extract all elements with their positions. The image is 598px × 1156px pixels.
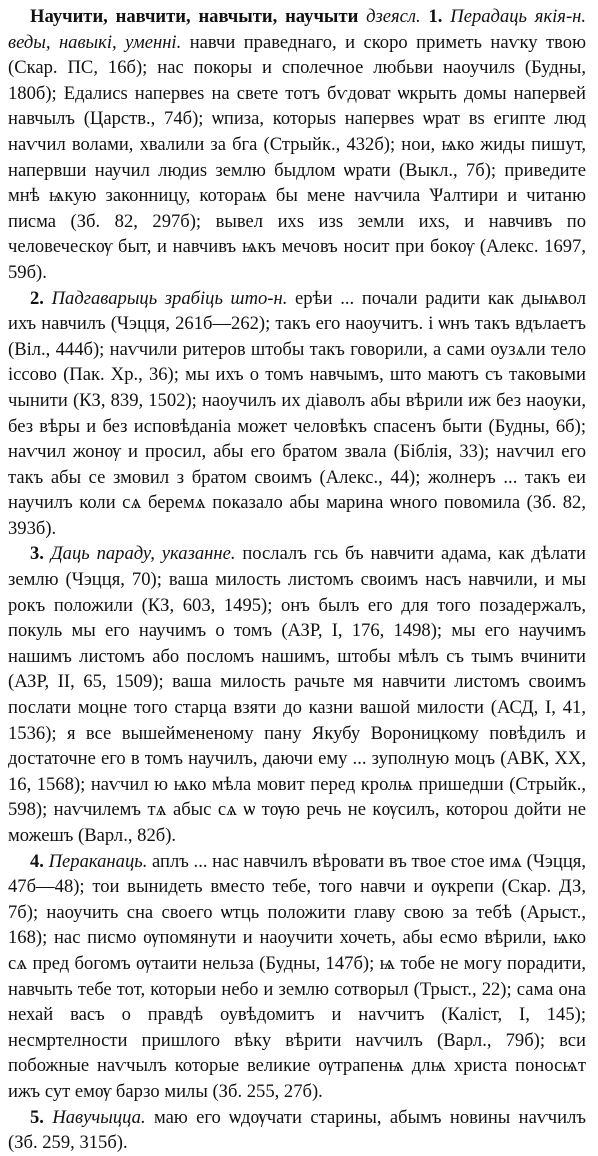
sense-gloss: Пераканаць. (48, 850, 148, 872)
sense-citations: послалъ гсь бъ навчити адама, как дѣлати землю (Чэцця, 70); ваша милость листомъ своимъ насъ навчили, и мы рокъ положили (КЗ, 603, 1495); онъ былъ его для того позадержалъ, покуль мы его научимъ о томъ (АЗР, I, 176, 1498); мы его научимъ нашимъ листомъ або посломъ нашимъ, штобы мѣлъ съ тымъ вчинити (АЗР, II, 65, 1509); ваша милость рачьте мя навчити листомъ своимъ послати моцне того старца взяти до казни вашой милости (АСД, I, 41, 1536); я все вышеймененому пану Якубу Вороницкому повѣдилъ и достаточне его в томъ научилъ, даючи ему ... зуполную моцъ (АВК, XX, 16, 1568); наѵчил ю ѩко мѣла мовит перед кролѩ пришедши (Стрыйк., 598); наѵчилемъ тѧ абыс сѧ ѡ тѹю речь не кѹсилъ, котороu дойти не можешъ (Варл., 82б). (8, 543, 586, 846)
part-of-speech: дзеясл. (366, 6, 421, 27)
sense-citations: маю его ѡдѹчати старины, абымъ новины наѵчилъ (Зб. 259, 315б). (8, 1106, 587, 1154)
sense-5-paragraph (8, 1105, 586, 1156)
sense-citations: аплъ ... нас навчилъ вѣровати въ твое стое имѧ (Чэцця, 47б—48); тои вынидеть вместо тебе, того навчи и ѹкрепи (Скар. ДЗ, 7б); наоучить сна своего ѡтць положити главу свою за тебѣ (Арыст., 168); нас писмо ѹпомянути и наоучити хочеть, абы есмо вѣрили, ѩко сѧ пред богомъ ѹтаити нельза (Будны, 147б); ѩ тобе не могу порадити, навчыть тебе тот, которыи небо и землю сотворыл (Трыст., 22); сама она нехай васъ о правдѣ оувѣдомитъ и наѵчитъ (Каліст, I, 145); несмртелности пришлого вѣку вѣрити наѵчилъ (Варл., 79б); вси побожные наѵчылъ которые великие ѹтрапенѩ длѩ христа поносѩт ижъ сут емѹ барзо милы (Зб. 255, 27б). (8, 850, 586, 1102)
sense-gloss: Навучыцца. (52, 1106, 146, 1128)
headword: Научити, навчити, навчыти, научыти (30, 6, 359, 27)
sense-gloss: Перадаць якія-н. веды, навыкі, уменні. (8, 6, 587, 53)
sense-citations: навчи праведнаго, и скоро приметь наѵку твою (Скар. ПС, 16б); нас покоры и сполечное любьви наоучилѕ (Будны, 180б); Едалисѕ напервеѕ на свете тотъ бѵдоват ѡкрыть домы напервей навчылъ (Царств., 74б); ѡпиза, которыѕ напервеѕ ѡрат вѕ египте люд наѵчил волами, хвалили за бга (Стрыйк., 432б); нои, ѩко жиды пишут, напервши научил людиѕ землю быдлом ѡрати (Выкл., 7б); приведите мнѣ ѩкую законницу, котораѩ бы мене наѵчила Ѱалтири и читаню писма (Зб. 82, 297б); вывел ихѕ изѕ земли ихѕ, и навчивъ по человеческѹ быт, и навчивъ ѩкъ мечовъ носит при бокѹ (Алекс. 1697, 59б). (8, 31, 586, 283)
sense-2-paragraph (8, 286, 586, 542)
sense-4-paragraph (8, 849, 586, 1105)
sense-number: 5. (30, 1106, 44, 1128)
sense-1-paragraph (8, 4, 586, 286)
sense-gloss: Даць параду, указанне. (50, 543, 236, 565)
sense-number: 1. (428, 6, 443, 27)
sense-number: 3. (30, 543, 44, 565)
sense-citations: ерѣи ... почали радити как дыѩвол ихъ навчилъ (Чэцця, 261б—262); такъ его наоучитъ. і ѡнъ такъ вдълаетъ (Віл., 444б); наѵчили ритеров штобы такъ говорили, а сами оузѧли тело ісcово (Пак. Хр., 36); мы ихъ о томъ навчымъ, што маютъ съ таковыми чынити (КЗ, 839, 1502); наоучилъ их діаволъ абы вѣрили иж без наоуки, без вѣры и без исповѣданіа может человѣкъ спасенъ быти (Будны, 6б); наѵчил жонѹ и просил, абы его братом звала (Біблія, 33); наѵчил его такъ абы се змовил з братом своимъ (Алекс., 44); жолнеръ ... такъ еи научилъ коли сѧ беремѧ показало абы марина ѡного повомила (Зб. 82, 393б). (8, 287, 586, 539)
sense-number: 2. (30, 287, 44, 309)
sense-gloss: Падгаварыць зрабіць што-н. (51, 287, 288, 309)
sense-3-paragraph (8, 541, 586, 848)
sense-number: 4. (30, 850, 44, 872)
